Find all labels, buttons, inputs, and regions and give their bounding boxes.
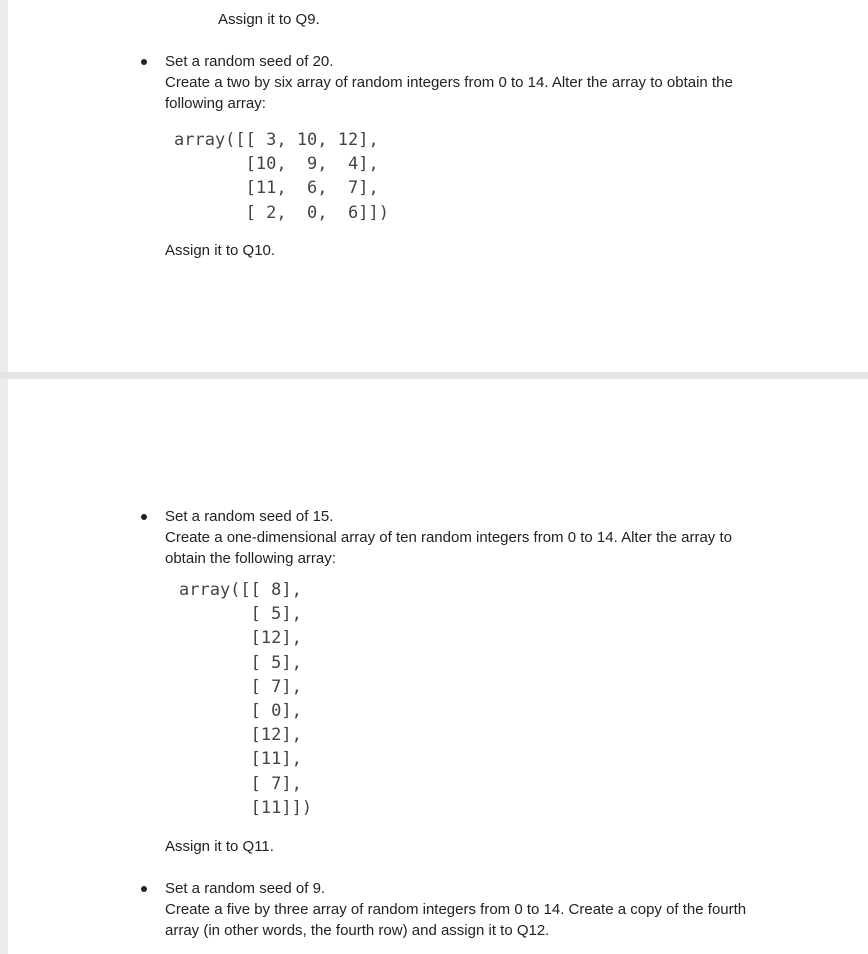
q11-instruction-text: Create a one-dimensional array of ten random integers from 0 to 14. Alter the array to xyxy=(165,529,732,546)
bullet-icon xyxy=(141,59,147,65)
q11-array-code: array([[ 8], [ 5], [12], [ 5], [ 7], [ 0], [12], [11], [ 7], [11]]) xyxy=(179,580,313,818)
bullet-icon xyxy=(141,514,147,520)
q10-instruction-text: Create a two by six array of random integers from 0 to 14. Alter the array to obtain the xyxy=(165,74,733,91)
q10-array-code: array([[ 3, 10, 12], [10, 9, 4], [11, 6, 7], [ 2, 0, 6]]) xyxy=(174,130,389,223)
bullet-icon xyxy=(141,886,147,892)
document-page-1 xyxy=(8,0,868,372)
left-gutter xyxy=(0,0,8,954)
q10-instruction-text-cont: following array: xyxy=(165,95,266,112)
assign-q11-text: Assign it to Q11. xyxy=(165,838,274,855)
q12-instruction-text: Create a five by three array of random integers from 0 to 14. Create a copy of the fourth xyxy=(165,901,747,918)
assign-q9-text: Assign it to Q9. xyxy=(218,11,320,28)
q11-instruction-text-cont: obtain the following array: xyxy=(165,550,336,567)
q10-seed-text: Set a random seed of 20. xyxy=(165,53,334,70)
q12-seed-text: Set a random seed of 9. xyxy=(165,880,326,897)
document-page-2 xyxy=(8,379,868,954)
page-separator xyxy=(0,372,868,379)
q11-seed-text: Set a random seed of 15. xyxy=(165,508,334,525)
assign-q10-text: Assign it to Q10. xyxy=(165,242,276,259)
q12-instruction-text-cont: array (in other words, the fourth row) and assign it to Q12. xyxy=(165,922,550,939)
